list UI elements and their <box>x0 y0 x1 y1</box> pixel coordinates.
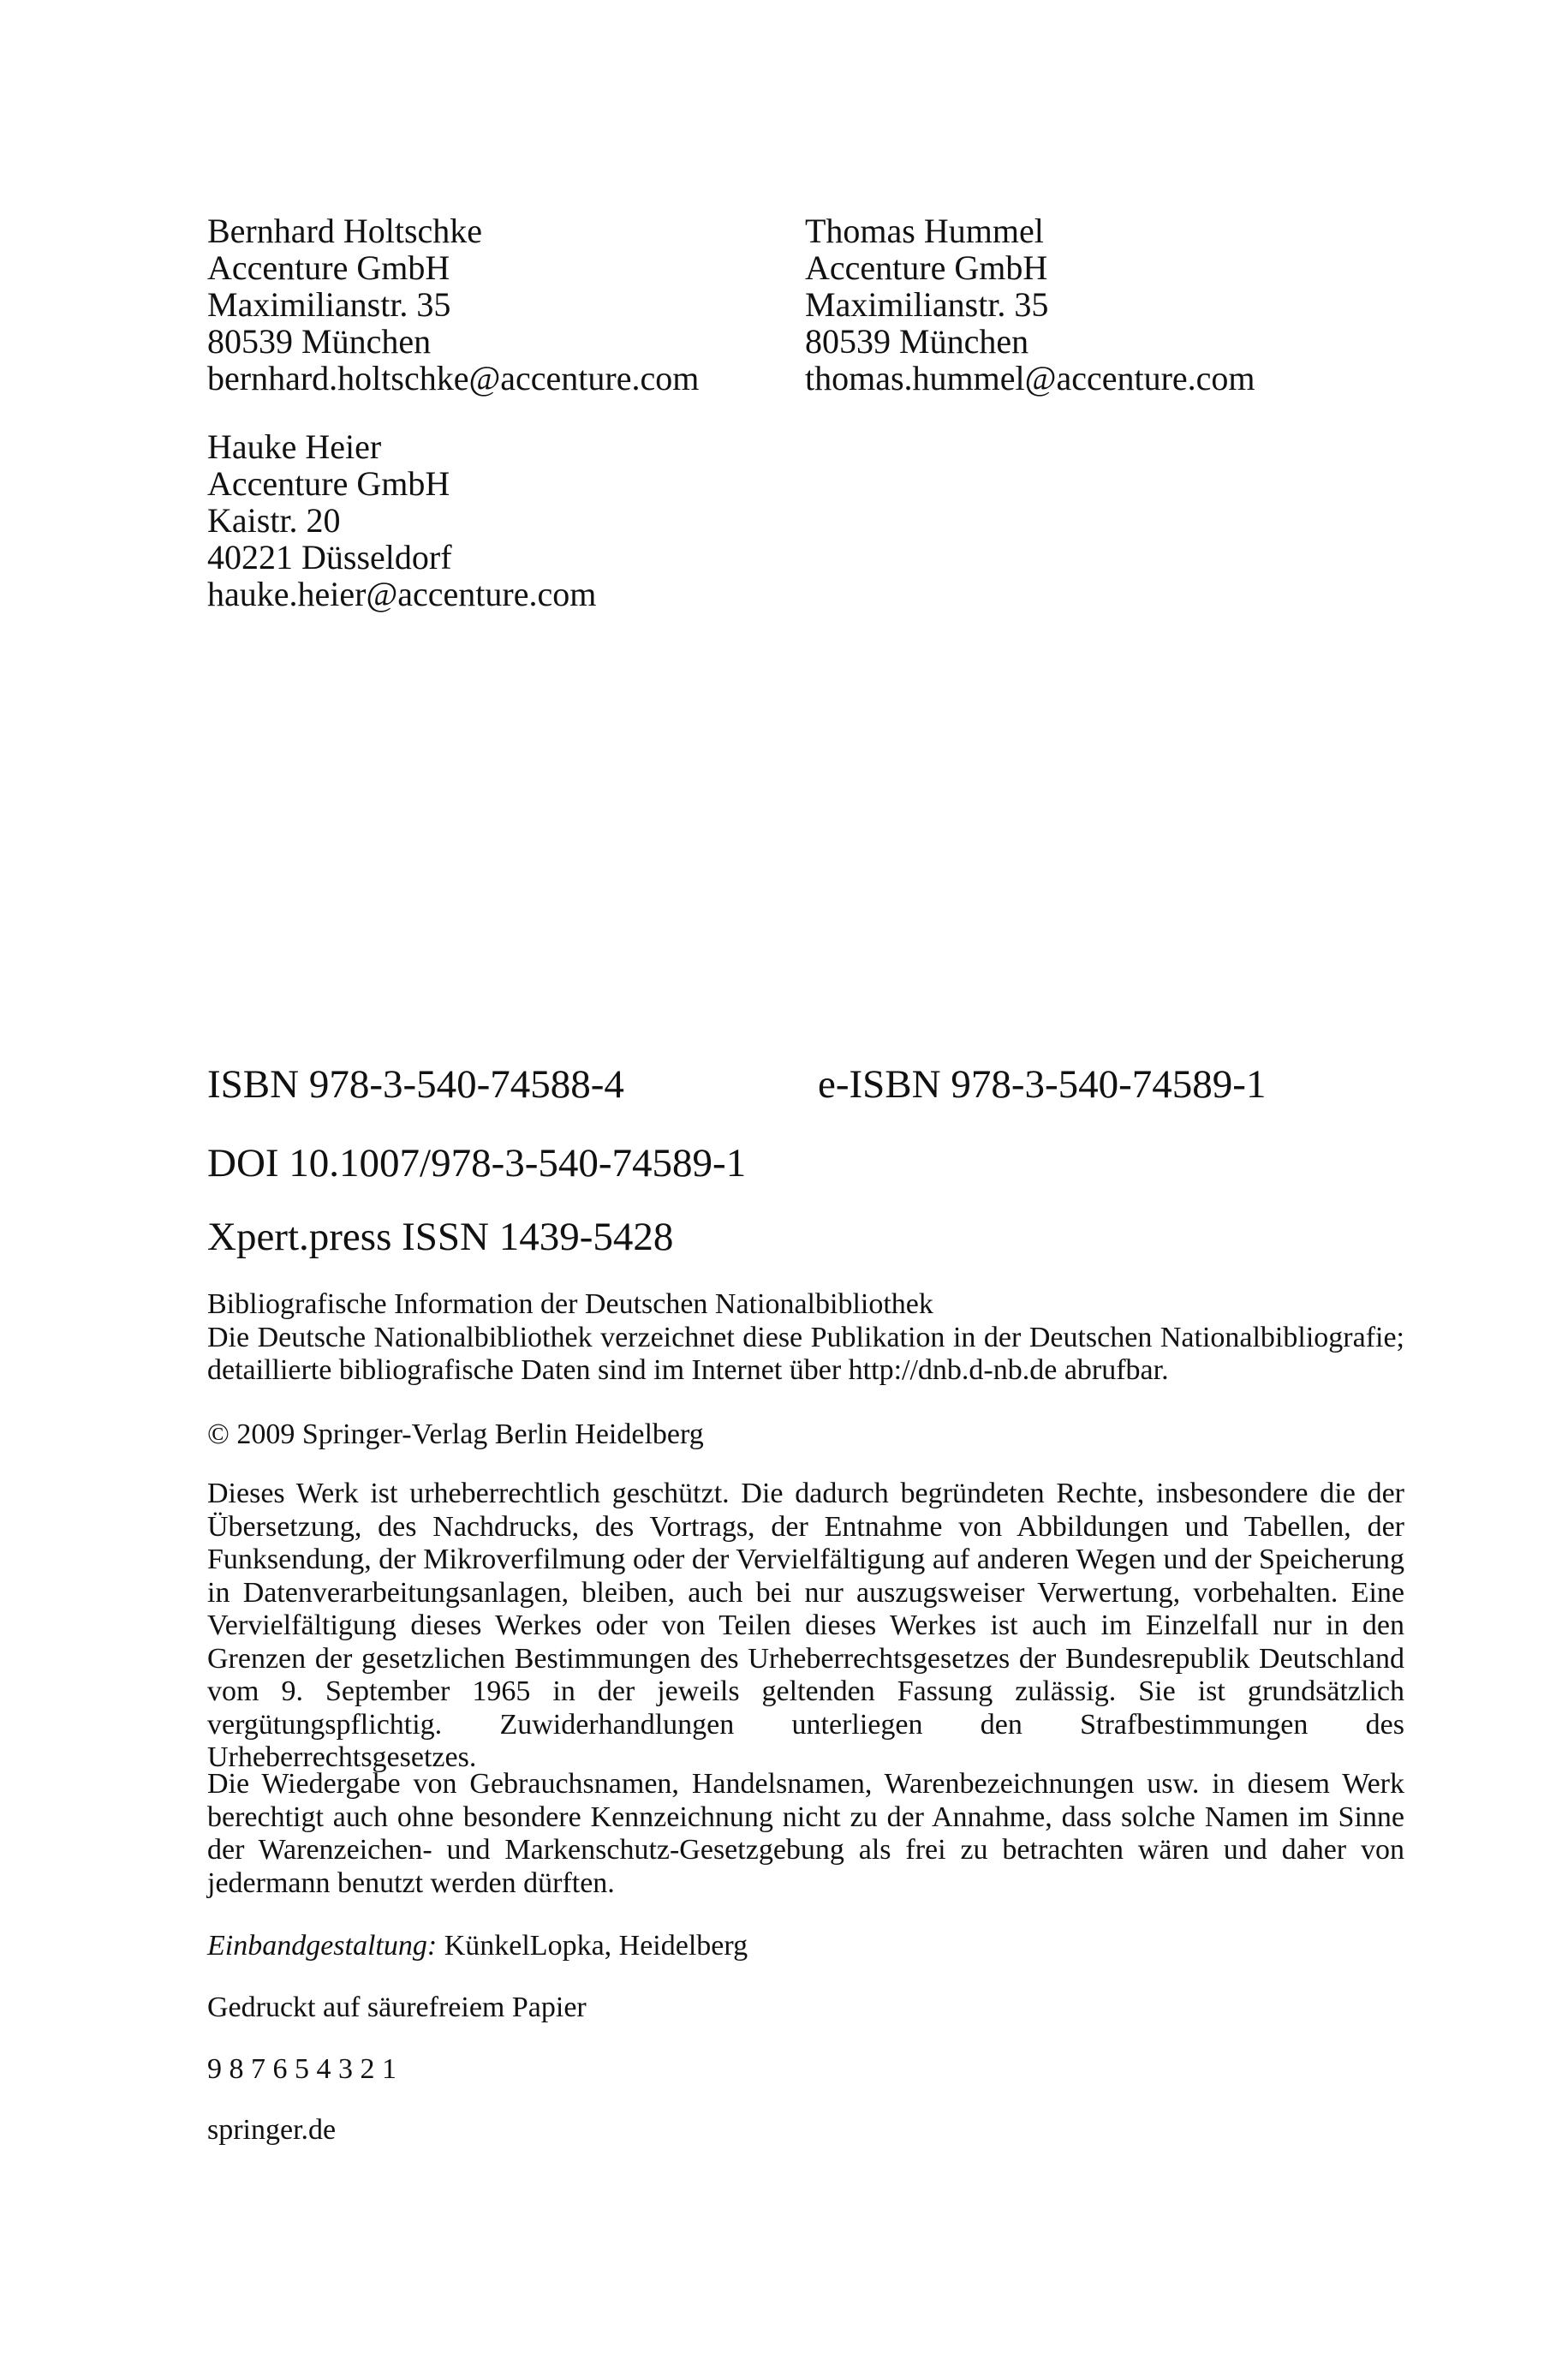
author-email: bernhard.holtschke@accenture.com <box>207 359 700 397</box>
cover-design <box>207 1930 1404 1963</box>
author-street: Kaistr. 20 <box>207 501 341 540</box>
copyright-notice: © 2009 Springer-Verlag Berlin Heidelberg <box>207 1418 704 1450</box>
issn: Xpert.press ISSN 1439-5428 <box>207 1215 674 1259</box>
author-name: Bernhard Holtschke <box>207 212 483 250</box>
bibliographic-information <box>207 1288 1404 1388</box>
trademark-paragraph: Die Wiedergabe von Gebrauchsnamen, Handelsnamen, Warenbezeichnungen usw. in diesem Werk berechtigt auch ohne besondere Kennzeichnung nicht zu der Annahme, dass solche Namen im Sinne der Warenzeichen- und Markenschutz-Gesetzgebung als frei zu betrachten wären und daher von jedermann benutzt werden dürften. <box>207 1768 1404 1899</box>
bibliographic-text: Die Deutsche Nationalbibliothek verzeichnet diese Publikation in der Deutschen Nationalbibliografie; detaillierte bibliografische Daten sind im Internet über http://dnb.d-nb.de abrufbar. <box>207 1321 1404 1386</box>
publisher-website: springer.de <box>207 2114 337 2146</box>
doi: DOI 10.1007/978-3-540-74589-1 <box>207 1141 747 1186</box>
printed-on-paper: Gedruckt auf säurefreiem Papier <box>207 1992 587 2023</box>
author-city: 80539 München <box>805 322 1029 361</box>
author-address-heier <box>207 428 596 612</box>
author-address-hummel <box>805 212 1255 397</box>
author-city: 40221 Düsseldorf <box>207 538 452 576</box>
print-line: 9 8 7 6 5 4 3 2 1 <box>207 2053 396 2085</box>
cover-design-value: KünkelLopka, Heidelberg <box>444 1930 748 1962</box>
isbn: ISBN 978-3-540-74588-4 <box>207 1062 624 1107</box>
author-company: Accenture GmbH <box>805 248 1048 287</box>
author-company: Accenture GmbH <box>207 248 450 287</box>
author-name: Thomas Hummel <box>805 212 1044 250</box>
e-isbn: e-ISBN 978-3-540-74589-1 <box>818 1062 1267 1107</box>
author-name: Hauke Heier <box>207 427 382 466</box>
author-city: 80539 München <box>207 322 432 361</box>
cover-design-label: Einbandgestaltung: <box>207 1930 438 1962</box>
bibliographic-heading: Bibliografische Information der Deutschen Nationalbibliothek <box>207 1288 933 1320</box>
author-street: Maximilianstr. 35 <box>805 285 1049 324</box>
author-company: Accenture GmbH <box>207 464 450 503</box>
author-address-holtschke <box>207 212 699 397</box>
author-street: Maximilianstr. 35 <box>207 285 451 324</box>
author-email: thomas.hummel@accenture.com <box>805 359 1255 397</box>
author-email: hauke.heier@accenture.com <box>207 575 597 613</box>
rights-paragraph: Dieses Werk ist urheberrechtlich geschützt. Die dadurch begründeten Rechte, insbesondere die der Übersetzung, des Nachdrucks, des Vortrags, der Entnahme von Abbildungen und Tabellen, der Funksendung, der Mikroverfilmung oder der Vervielfältigung auf anderen Wegen und der Speicherung in Datenverarbeitungsanlagen, bleiben, auch bei nur auszugsweiser Verwertung, vorbehalten. Eine Vervielfältigung dieses Werkes oder von Teilen dieses Werkes ist auch im Einzelfall nur in den Grenzen der gesetzlichen Bestimmungen des Urheberrechtsgesetzes der Bundesrepublik Deutschland vom 9. September 1965 in der jeweils geltenden Fassung zulässig. Sie ist grundsätzlich vergütungspflichtig. Zuwiderhandlungen unterliegen den Strafbestimmungen des Urheberrechtsgesetzes. <box>207 1478 1404 1773</box>
